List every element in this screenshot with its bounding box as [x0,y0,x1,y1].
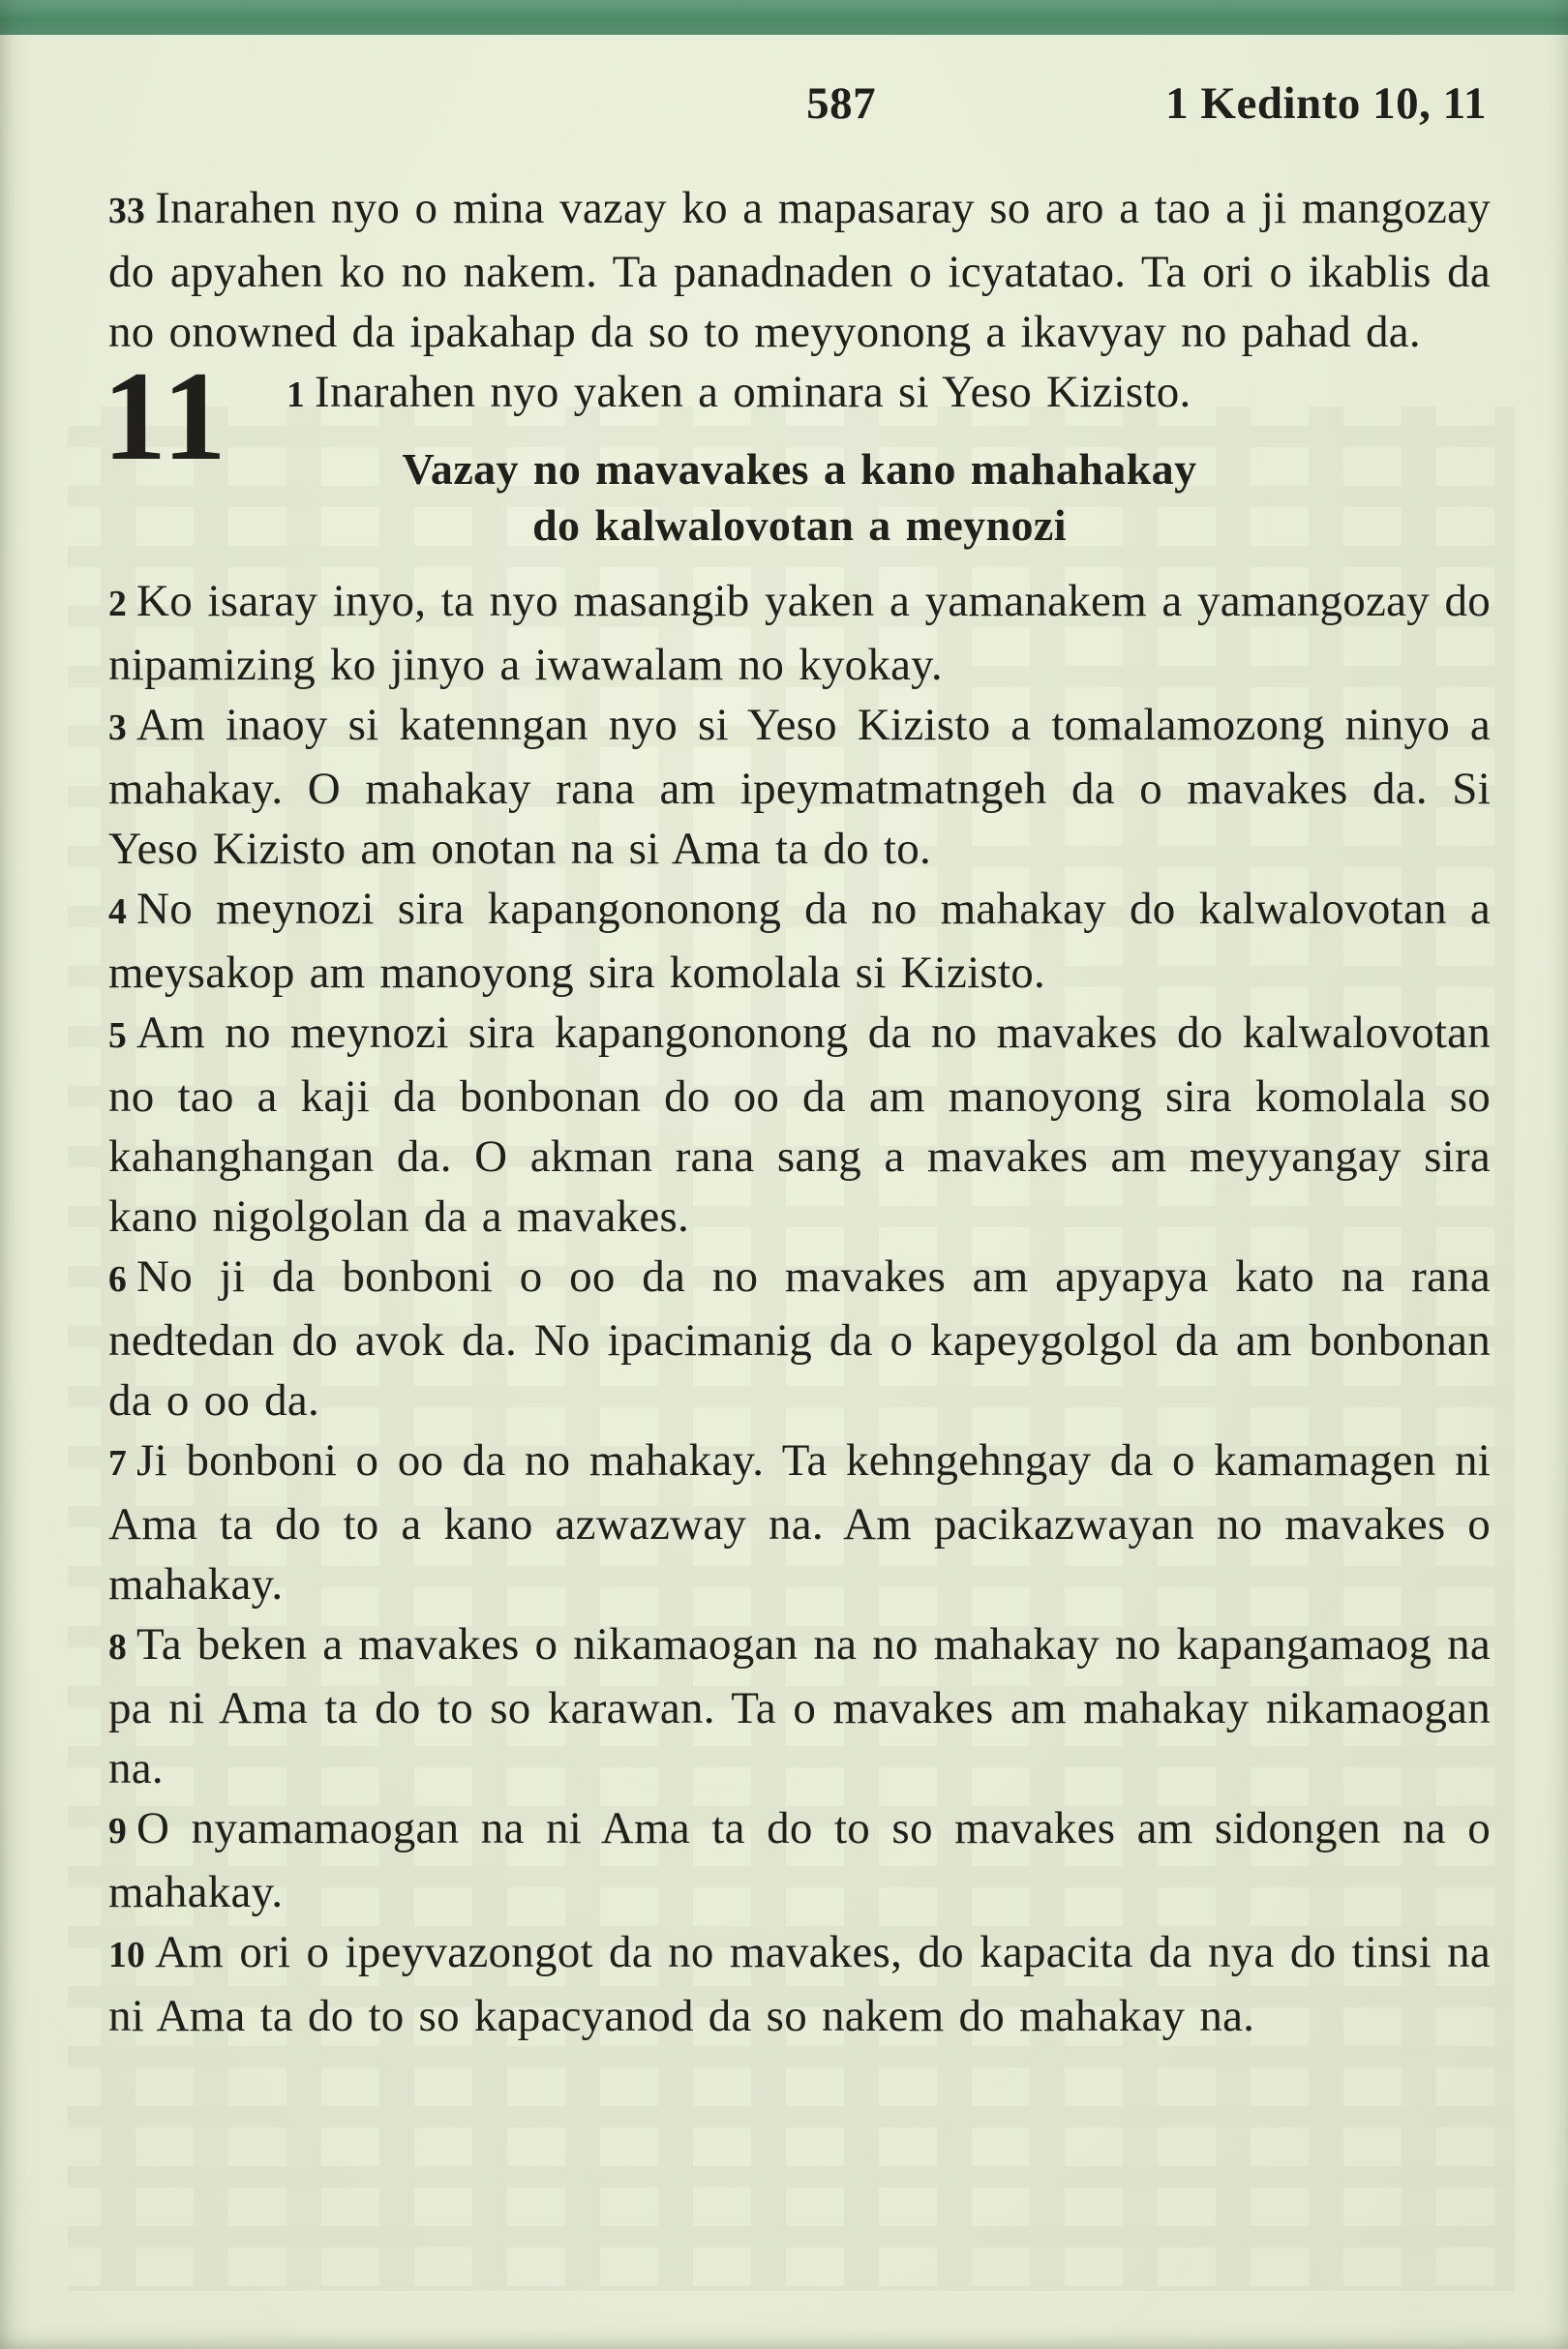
verse-paragraph [108,362,1491,426]
verse-number: 10 [108,1936,146,1975]
verse-number: 1 [286,376,306,415]
section-heading-line1: Vazay no mavavakes a kano mahahakay [402,444,1197,494]
verse-text: No ji da bonboni o oo da no mavakes am apyapya kato na rana nedtedan do avok da. No ipacimanig da o kapeygolgol da am bonbonan da o oo da. [108,1251,1491,1426]
scripture-text-block [103,178,1491,2046]
verse-text: Am ori o ipeyvazongot da no mavakes, do kapacita da nya do tinsi na ni Ama ta do to so kapacyanod da so nakem do mahakay na. [108,1927,1491,2041]
page-content [0,35,1568,2349]
page-number: 587 [806,78,877,129]
verse-number: 6 [108,1260,128,1300]
verse-paragraph [108,1922,1491,2046]
verse-paragraph [108,571,1491,695]
verse-number: 7 [108,1444,128,1484]
chapter-number: 11 [103,345,229,487]
section-heading [108,441,1491,554]
verse-text: Am inaoy si katenngan nyo si Yeso Kizisto a tomalamozong ninyo a mahakay. O mahakay rana am ipeymatmatngeh da o mavakes da. Si Yeso Kizisto am onotan na si Ama ta do to. [108,700,1491,874]
verse-text: Ko isaray inyo, ta nyo masangib yaken a yamanakem a yamangozay do nipamizing ko jinyo a iwawalam no kyokay. [108,576,1491,690]
verse-paragraph [108,695,1491,879]
verse-text: Am no meynozi sira kapangononong da no mavakes do kalwalovotan no tao a kaji da bonbonan do oo da am manoyong sira komolala so kahanghangan da. O akman rana sang a mavakes am meyyangay sira kano nigolgolan da a mavakes. [108,1008,1491,1242]
running-head-reference: 1 Kedinto 10, 11 [1165,78,1487,129]
verse-number: 5 [108,1016,128,1056]
verse-number: 4 [108,892,128,932]
verse-number: 3 [108,708,128,748]
verse-text: Inarahen nyo yaken a ominara si Yeso Kizisto. [315,367,1191,417]
section-heading-line2: do kalwalovotan a meynozi [532,500,1067,550]
page-top-edge [0,0,1568,35]
verse-paragraph [108,178,1491,362]
verse-paragraph [108,1614,1491,1798]
verse-paragraph [108,1247,1491,1430]
chapter-opening [103,345,1491,554]
verse-number: 33 [108,192,146,231]
verse-paragraph [108,1798,1491,1922]
verse-text: No meynozi sira kapangononong da no mahakay do kalwalovotan a meysakop am manoyong sira komolala si Kizisto. [108,884,1491,998]
verse-text: Ji bonboni o oo da no mahakay. Ta kehngehngay da o kamamagen ni Ama ta do to a kano azwazway na. Am pacikazwayan no mavakes o mahakay. [108,1435,1491,1610]
verse-paragraph [108,1430,1491,1614]
verse-number: 8 [108,1628,128,1668]
verse-number: 2 [108,585,128,624]
running-header [108,77,1491,134]
verse-number: 9 [108,1812,128,1852]
verse-text: O nyamamaogan na ni Ama ta do to so mavakes am sidongen na o mahakay. [108,1803,1491,1917]
verse-paragraph [108,1003,1491,1247]
verse-text: Ta beken a mavakes o nikamaogan na no mahakay no kapangamaog na pa ni Ama ta do to so karawan. Ta o mavakes am mahakay nikamaogan na. [108,1619,1491,1793]
verse-paragraph [108,879,1491,1003]
verse-text: Inarahen nyo o mina vazay ko a mapasaray so aro a tao a ji mangozay do apyahen ko no nakem. Ta panadnaden o icyatatao. Ta ori o ikablis da no onowned da ipakahap da so to meyyonong a ikavyay no pahad da. [108,183,1491,357]
